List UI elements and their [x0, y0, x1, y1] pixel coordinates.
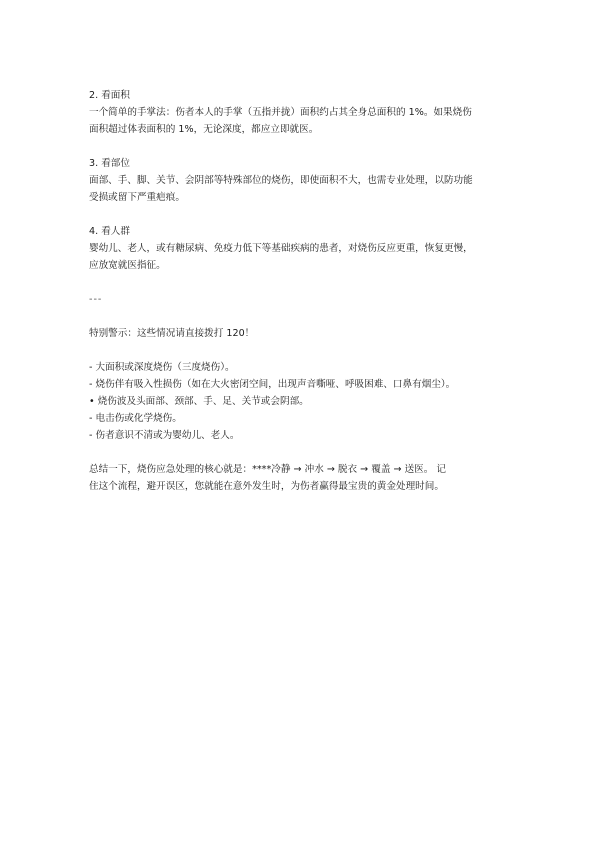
section-heading: 2. 看面积 — [89, 90, 130, 101]
list-item: • 烧伤波及头面部、颈部、手、足、关节或会阴部。 — [89, 396, 309, 407]
summary-line: 总结一下，烧伤应急处理的核心就是：****冷静 → 冲水 → 脱衣 → 覆盖 → 送医。 记 — [89, 464, 447, 475]
paragraph-line: 应放宽就医指征。 — [89, 260, 166, 271]
list-item: - 大面积或深度烧伤（三度烧伤）。 — [89, 362, 235, 373]
section-area — [89, 87, 509, 138]
warning-title: 特别警示：这些情况请直接拨打 120！ — [89, 328, 255, 339]
list-item: - 烧伤伴有吸入性损伤（如在大火密闭空间，出现声音嘶哑、呼吸困难、口鼻有烟尘）。 — [89, 379, 456, 390]
document-page — [89, 87, 509, 495]
section-heading: 3. 看部位 — [89, 158, 130, 169]
paragraph-line: 婴幼儿、老人，或有糖尿病、免疫力低下等基础疾病的患者，对烧伤反应更重，恢复更慢， — [89, 243, 473, 254]
section-heading: 4. 看人群 — [89, 226, 130, 237]
section-location — [89, 155, 509, 206]
summary-line: 住这个流程，避开误区，您就能在意外发生时，为伤者赢得最宝贵的黄金处理时间。 — [89, 481, 444, 492]
paragraph-line: 一个简单的手掌法：伤者本人的手掌（五指并拢）面积约占其全身总面积的 1%。如果烧伤 — [89, 107, 472, 118]
warning-section — [89, 325, 509, 444]
paragraph-line: 面部、手、脚、关节、会阴部等特殊部位的烧伤，即使面积不大，也需专业处理，以防功能 — [89, 175, 473, 186]
list-item: - 伤者意识不清或为婴幼儿、老人。 — [89, 430, 240, 441]
paragraph-line: 受损或留下严重疤痕。 — [89, 192, 185, 203]
summary-section — [89, 461, 509, 495]
list-item: - 电击伤或化学烧伤。 — [89, 413, 182, 424]
section-population — [89, 223, 509, 274]
divider: --- — [89, 294, 103, 305]
paragraph-line: 面积超过体表面积的 1%，无论深度，都应立即就医。 — [89, 124, 319, 135]
warning-list — [89, 359, 509, 444]
